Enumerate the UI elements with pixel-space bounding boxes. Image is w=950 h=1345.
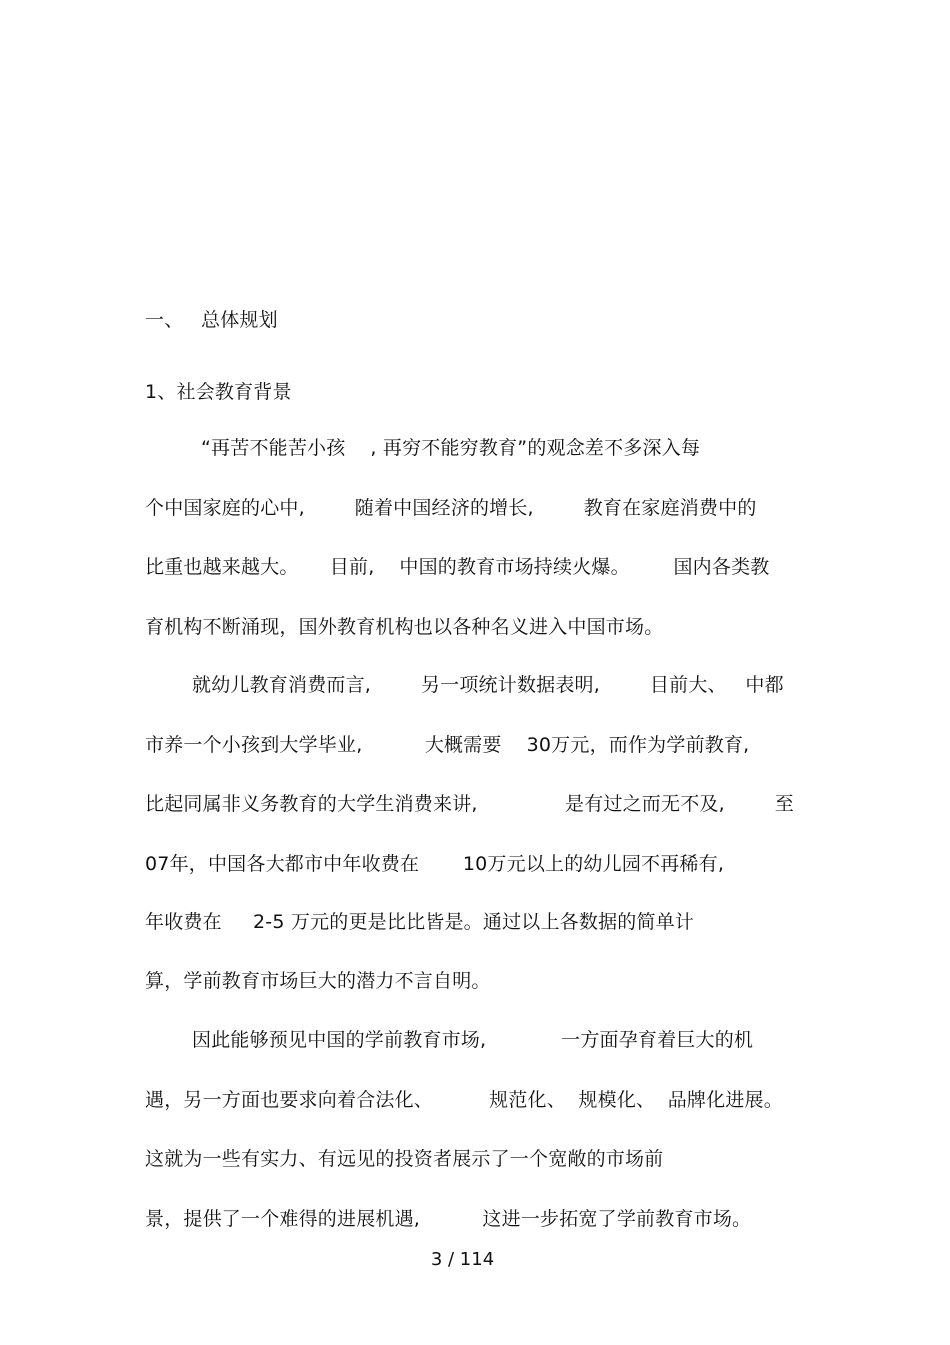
paragraph-line: “再苦不能苦小孩 , 再穷不能穷教育”的观念差不多深入每 bbox=[201, 437, 701, 459]
paragraph-line: 因此能够预见中国的学前教育市场, 一方面孕育着巨大的机 bbox=[192, 1029, 754, 1051]
section-number: 一、 bbox=[145, 309, 184, 331]
paragraph-line: 比重也越来越大。 目前, 中国的教育市场持续火爆。 国内各类教 bbox=[145, 556, 770, 578]
paragraph-line: 07年，中国各大都市中年收费在 10万元以上的幼儿园不再稀有, bbox=[145, 853, 725, 875]
section-title: 总体规划 bbox=[201, 309, 278, 331]
paragraph-line: 育机构不断涌现，国外教育机构也以各种名义进入中国市场。 bbox=[145, 616, 664, 638]
paragraph-line: 遇，另一方面也要求向着合法化、 规范化、 规模化、 品牌化进展。 bbox=[145, 1089, 783, 1111]
paragraph-line: 个中国家庭的心中, 随着中国经济的增长, 教育在家庭消费中的 bbox=[145, 497, 757, 519]
paragraph-line: 算，学前教育市场巨大的潜力不言自明。 bbox=[145, 970, 491, 992]
page-number: 3 / 114 bbox=[430, 1249, 495, 1270]
paragraph-line: 比起同属非义务教育的大学生消费来讲, 是有过之而无不及, 至 bbox=[145, 793, 794, 815]
paragraph-line: 市养一个小孩到大学毕业, 大概需要 30万元，而作为学前教育, bbox=[145, 734, 750, 756]
paragraph-line: 年收费在 2-5 万元的更是比比皆是。通过以上各数据的简单计 bbox=[145, 911, 695, 933]
paragraph-line: 景，提供了一个难得的进展机遇, 这进一步拓宽了学前教育市场。 bbox=[145, 1208, 752, 1230]
paragraph-line: 就幼儿教育消费而言, 另一项统计数据表明, 目前大、 中都 bbox=[192, 674, 784, 696]
paragraph-line: 这就为一些有实力、有远见的投资者展示了一个宽敞的市场前 bbox=[145, 1148, 664, 1170]
subsection-title: 1、社会教育背景 bbox=[145, 381, 292, 403]
